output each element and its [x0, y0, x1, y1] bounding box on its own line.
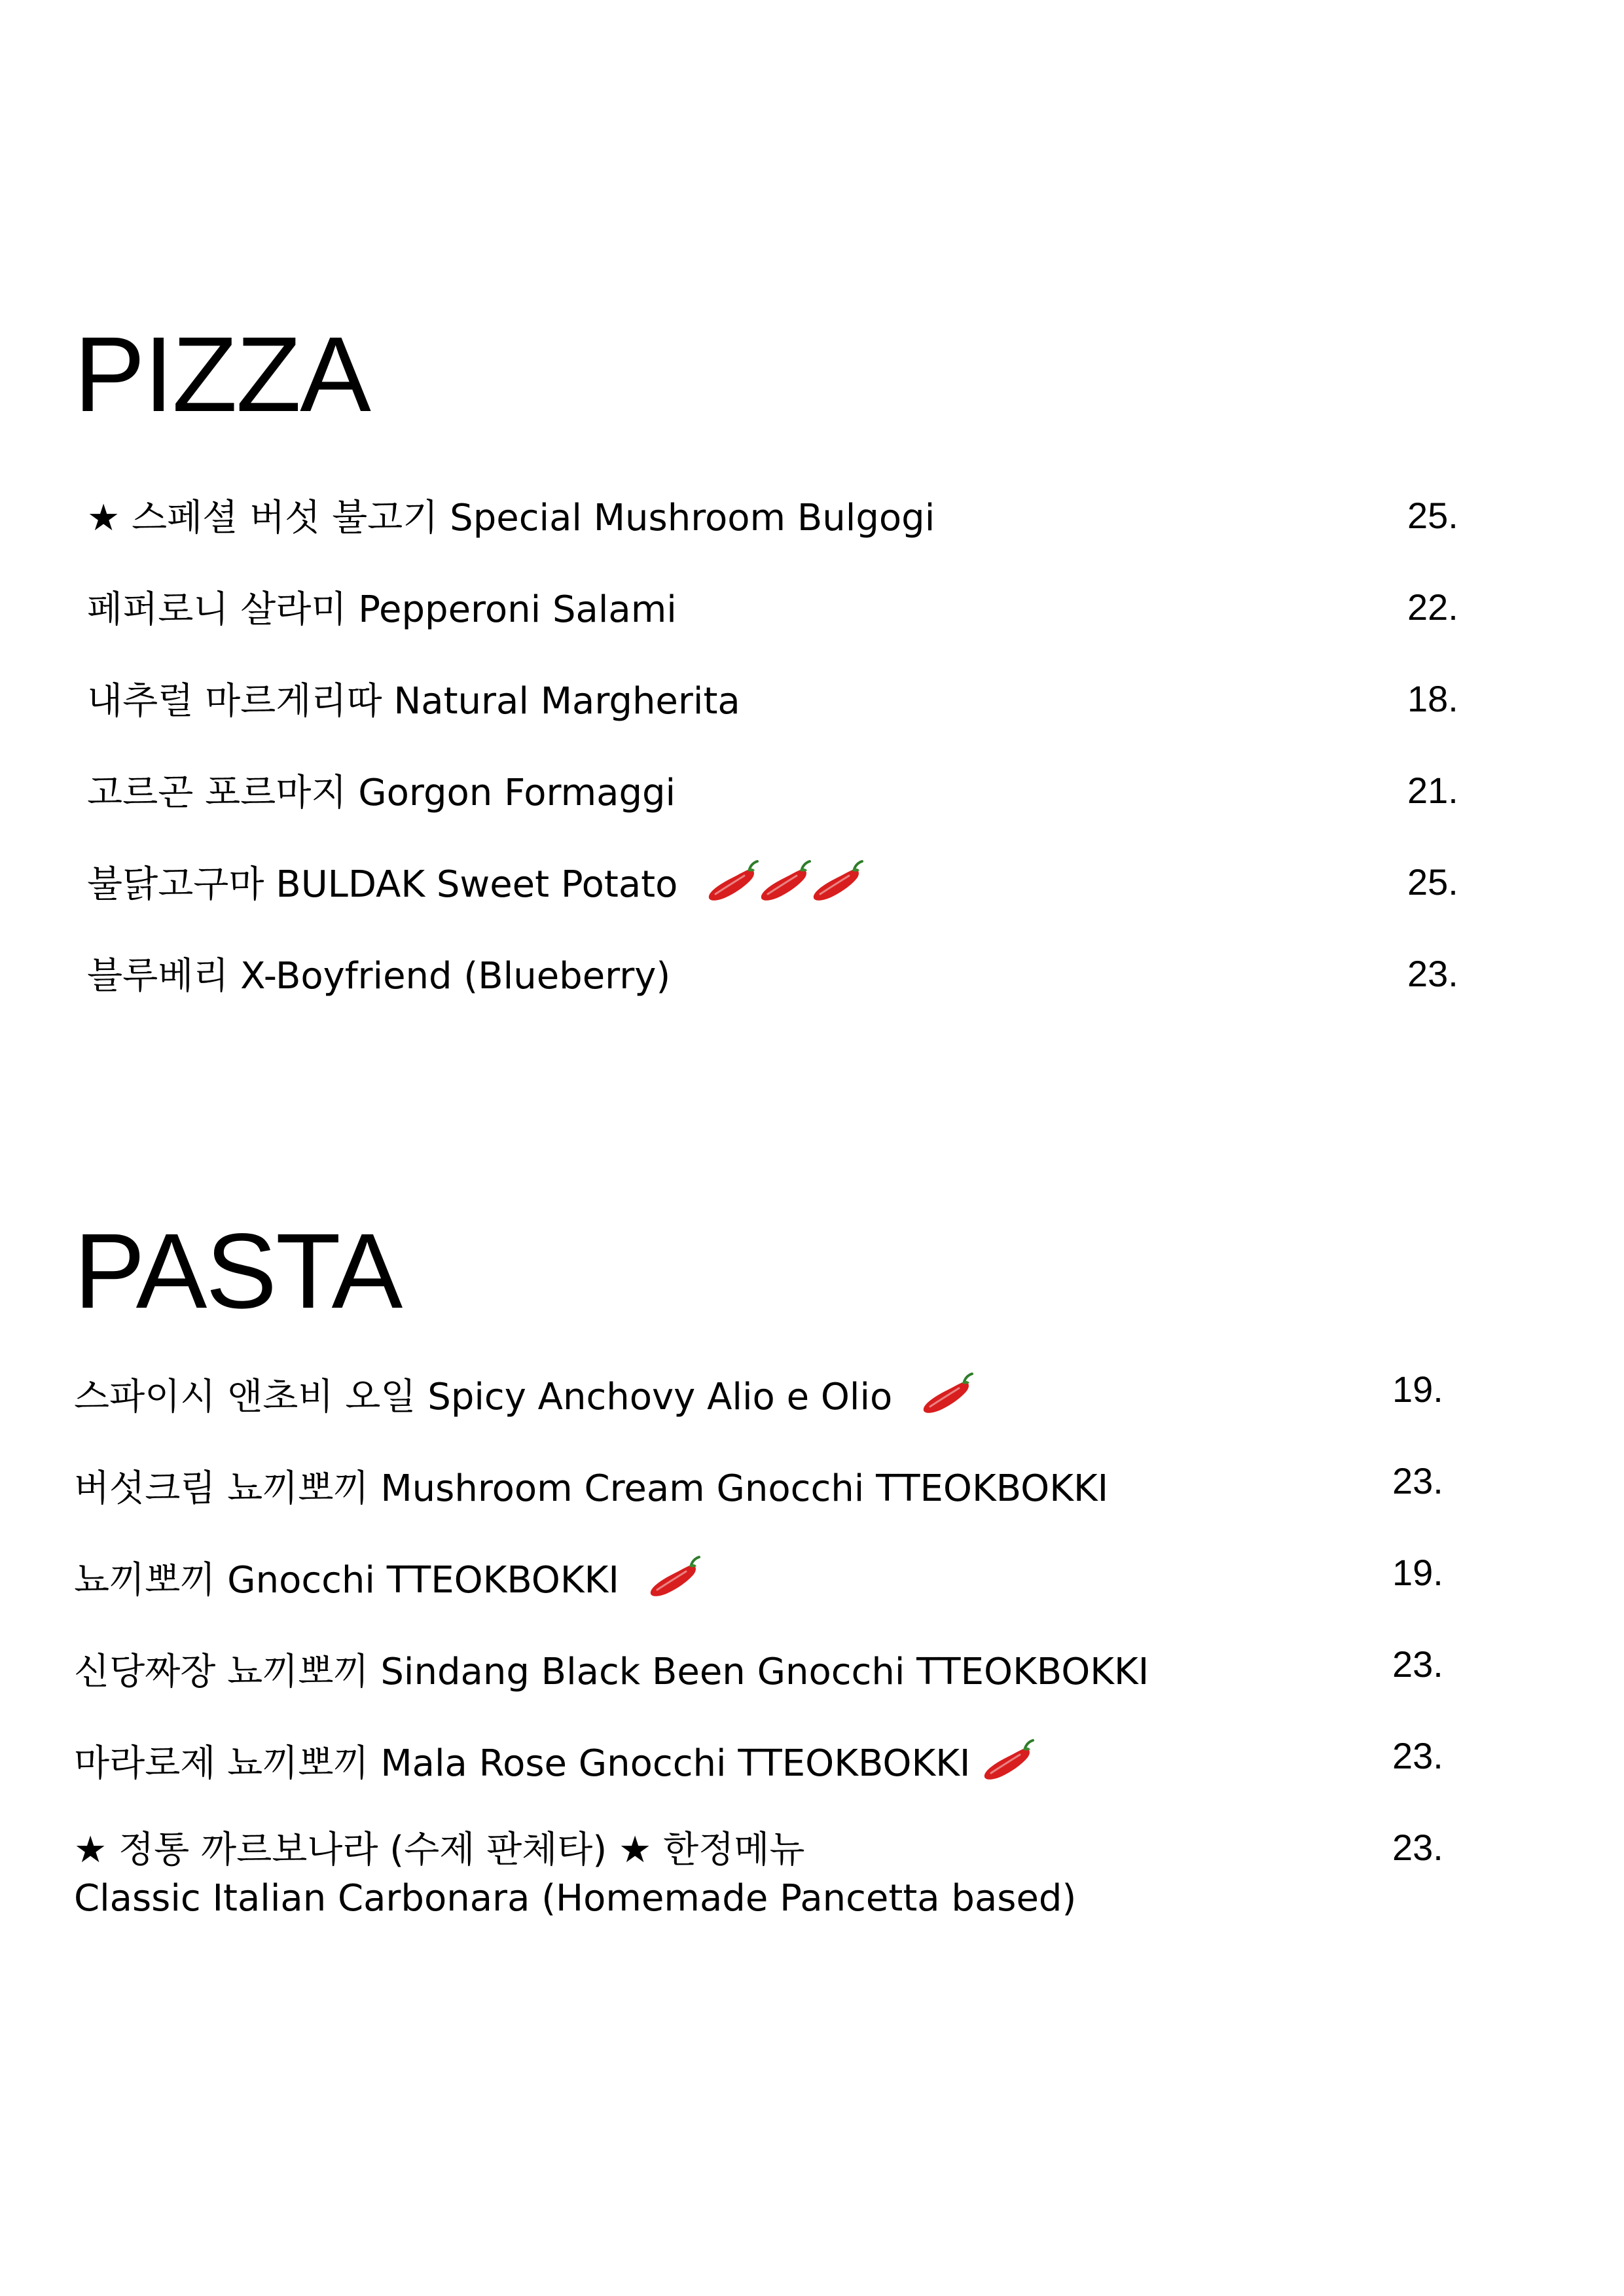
menu-item: [87, 852, 861, 911]
chili-pepper-icon: [756, 859, 812, 905]
menu-item-price: 19.: [1392, 1369, 1443, 1410]
chili-pepper-icon: [808, 859, 865, 905]
pizza-section-title: PIZZA: [74, 314, 370, 434]
spice-level: [704, 859, 861, 905]
menu-item: [74, 1548, 698, 1607]
menu-item-name-english: Classic Italian Carbonara (Homemade Pancetta based): [74, 1877, 1077, 1920]
menu-item-name: 버섯크림 뇨끼뽀끼 Mushroom Cream Gnocchi TTEOKBOKKI: [74, 1467, 1109, 1510]
menu-item: [74, 1456, 1108, 1515]
menu-item-name: 뇨끼뽀끼 Gnocchi TTEOKBOKKI: [74, 1559, 619, 1602]
menu-item-price: 23.: [1392, 1643, 1443, 1685]
chili-pepper-icon: [979, 1738, 1036, 1784]
menu-item-name: 불닭고구마 BULDAK Sweet Potato: [87, 863, 678, 906]
menu-item-name: 마라로제 뇨끼뽀끼 Mala Rose Gnocchi TTEOKBOKKI: [74, 1742, 971, 1785]
menu-item-price: 25.: [1407, 861, 1458, 903]
menu-item-name: 블루베리 X-Boyfriend (Blueberry): [87, 955, 671, 997]
menu-item: [87, 669, 740, 728]
menu-item: [87, 944, 670, 1003]
menu-item-name: ★ 스페셜 버섯 불고기 Special Mushroom Bulgogi: [87, 497, 935, 539]
menu-item: [74, 1731, 1032, 1790]
menu-item-price: 23.: [1392, 1735, 1443, 1776]
menu-item-name: 신당짜장 뇨끼뽀끼 Sindang Black Been Gnocchi TTEOKBOKKI: [74, 1651, 1149, 1693]
menu-item: [87, 486, 935, 545]
menu-item-price: 25.: [1407, 495, 1458, 536]
menu-item-carbonara: [74, 1826, 1076, 1923]
menu-item-name: 내추럴 마르게리따 Natural Margherita: [87, 680, 740, 723]
menu-item-price: 23.: [1392, 1460, 1443, 1501]
menu-item: [74, 1640, 1149, 1698]
chili-pepper-icon: [645, 1554, 702, 1600]
menu-item-price: 22.: [1407, 586, 1458, 628]
spice-level: [979, 1738, 1032, 1784]
menu-item: [74, 1365, 971, 1424]
chili-pepper-icon: [918, 1371, 975, 1417]
menu-item: [87, 577, 677, 636]
spice-level: [645, 1554, 698, 1600]
menu-item-price: 21.: [1407, 770, 1458, 811]
menu-item-name: 페퍼로니 살라미 Pepperoni Salami: [87, 588, 677, 631]
menu-item-price: 23.: [1392, 1827, 1443, 1868]
menu-item-price: 18.: [1407, 678, 1458, 719]
pasta-section-title: PASTA: [74, 1211, 402, 1331]
spice-level: [918, 1371, 971, 1417]
menu-item-name: 스파이시 앤초비 오일 Spicy Anchovy Alio e Olio: [74, 1376, 893, 1418]
menu-item-price: 19.: [1392, 1552, 1443, 1593]
menu-item-name: 고르곤 포르마지 Gorgon Formaggi: [87, 772, 676, 814]
menu-item: [87, 761, 676, 819]
menu-item-price: 23.: [1407, 953, 1458, 994]
menu-item-name-korean: ★ 정통 까르보나라 (수제 판체타) ★ 한정메뉴: [74, 1829, 805, 1871]
chili-pepper-icon: [704, 859, 760, 905]
